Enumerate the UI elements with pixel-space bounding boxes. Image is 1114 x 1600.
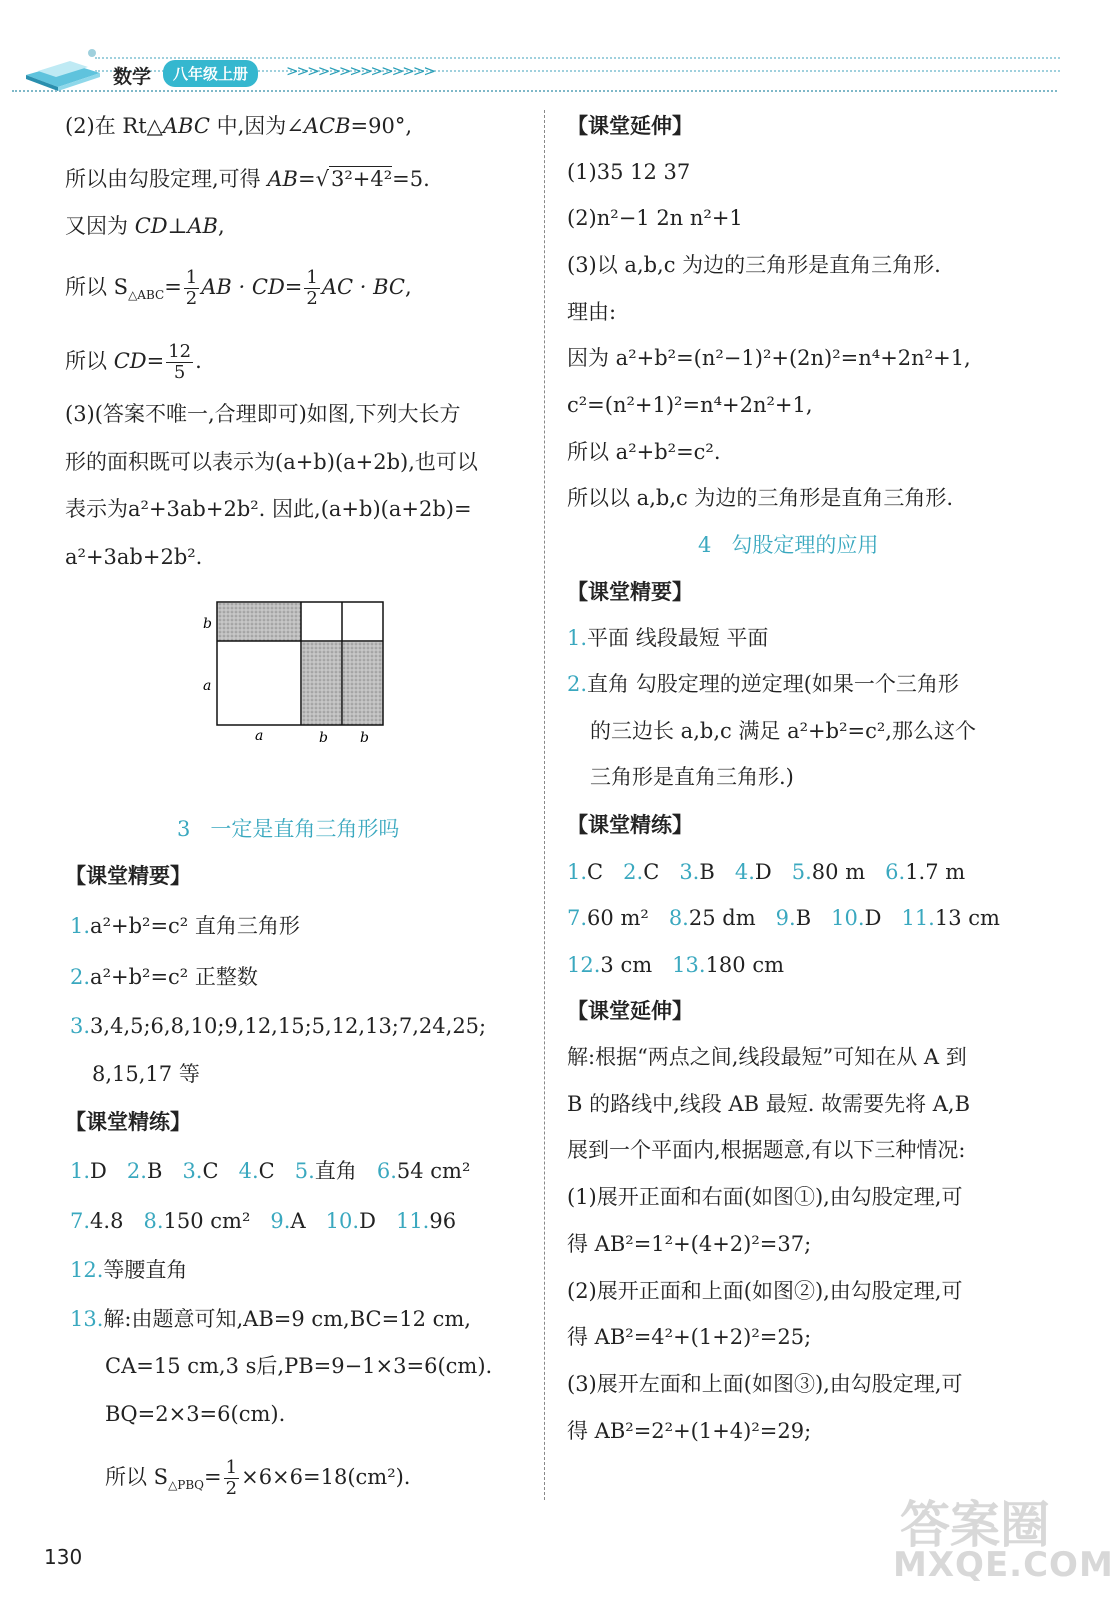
list-item: 8,15,17 等 (92, 1062, 200, 1086)
answer-line: 所以由勾股定理,可得 AB=√3²+4²=5. (65, 167, 430, 191)
answer-line: 表示为a²+3ab+2b². 因此,(a+b)(a+2b)= (65, 497, 472, 521)
answer-number: 7. (70, 1209, 91, 1233)
answer-value: 54 cm² (396, 1159, 471, 1183)
answer-value: B (146, 1159, 163, 1183)
answer-number: 4. (238, 1159, 259, 1183)
answer-line: 三角形是直角三角形.) (590, 765, 794, 789)
answer-row (70, 1207, 456, 1235)
answer-value: 1.7 m (905, 860, 966, 884)
list-item: 3.3,4,5;6,8,10;9,12,15;5,12,13;7,24,25; (70, 1014, 487, 1038)
answer-line: 所以 CD= $\frac{12}{5}$ . (65, 341, 202, 383)
answer-number: 7. (567, 906, 588, 930)
header-dotted-line (95, 57, 1060, 59)
answer-value: D (864, 906, 882, 930)
answer-value: 13 cm (934, 906, 1000, 930)
answer-line: (2)n²−1 2n n²+1 (567, 206, 743, 230)
list-item: 1.a²+b²=c² 直角三角形 (70, 914, 300, 938)
answer-value: A (290, 1209, 306, 1233)
answer-number: 11. (395, 1209, 430, 1233)
answer-line: 所以以 a,b,c 为边的三角形是直角三角形. (567, 486, 954, 510)
answer-line: (3)以 a,b,c 为边的三角形是直角三角形. (567, 253, 941, 277)
answer-number: 11. (901, 906, 935, 930)
answer-value: C (258, 1159, 275, 1183)
answer-number: 10. (831, 906, 865, 930)
answer-number: 2. (126, 1159, 147, 1183)
answer-number: 1. (567, 860, 588, 884)
section-heading: 【课堂精要】 (65, 863, 191, 888)
answer-value: D (90, 1159, 107, 1183)
answer-number: 1. (70, 1159, 91, 1183)
answer-row (567, 904, 1000, 932)
answer-value: 3 cm (600, 953, 653, 977)
answer-number: 6. (376, 1159, 397, 1183)
answer-line: CA=15 cm,3 s后,PB=9−1×3=6(cm). (105, 1354, 493, 1378)
answer-line: (2)展开正面和上面(如图②),由勾股定理,可 (567, 1279, 963, 1303)
answer-value: 60 m² (587, 906, 649, 930)
answer-value: D (359, 1209, 376, 1233)
answer-line: a²+3ab+2b². (65, 545, 203, 569)
shaded-region (302, 642, 342, 725)
answer-line: (2)在 Rt△ABC 中,因为∠ACB=90°, (65, 114, 413, 138)
shaded-region (343, 642, 383, 725)
header-grade-badge: 八年级上册 (163, 60, 258, 87)
section-heading: 【课堂精练】 (567, 812, 693, 837)
fraction: $\frac{1}{2}$ (306, 267, 318, 309)
answer-value: 直角 (314, 1159, 357, 1183)
section-heading: 【课堂精要】 (567, 579, 693, 604)
answer-value: 180 cm (705, 953, 784, 977)
section-heading: 【课堂延伸】 (567, 113, 693, 138)
answer-row (567, 951, 784, 979)
answer-value: 150 cm² (163, 1209, 251, 1233)
answer-line: 解:根据“两点之间,线段最短”可知在从 A 到 (567, 1045, 967, 1069)
answer-number: 13. (672, 953, 706, 977)
answer-value: 96 (429, 1209, 457, 1233)
answer-line: 得 AB²=1²+(4+2)²=37; (567, 1232, 812, 1256)
section-title: 3 一定是直角三角形吗 (177, 817, 400, 841)
answer-number: 4. (734, 860, 755, 884)
answer-line: B 的路线中,线段 AB 最短. 故需要先将 A,B (567, 1092, 971, 1116)
answer-value: 4.8 (90, 1209, 124, 1233)
fig-label-b: b (203, 616, 212, 632)
answer-number: 5. (294, 1159, 315, 1183)
answer-line: BQ=2×3=6(cm). (105, 1402, 286, 1426)
fraction: $\frac{1}{2}$ (185, 267, 198, 309)
area-rectangle-figure (195, 595, 395, 745)
section-title: 4 勾股定理的应用 (698, 533, 879, 557)
answer-value: C (643, 860, 660, 884)
section-heading: 【课堂精练】 (65, 1109, 191, 1134)
page-header (0, 0, 1089, 100)
answer-row (567, 858, 965, 886)
fig-label-b: b (319, 730, 328, 746)
answer-line: 得 AB²=4²+(1+2)²=25; (567, 1325, 812, 1349)
answer-line: 展到一个平面内,根据题意,有以下三种情况: (567, 1138, 966, 1162)
answer-number: 8. (668, 906, 689, 930)
answer-line: (1)展开正面和右面(如图①),由勾股定理,可 (567, 1185, 963, 1209)
list-item: 13.解:由题意可知,AB=9 cm,BC=12 cm, (70, 1307, 471, 1331)
page-number: 130 (44, 1545, 83, 1569)
watermark-url: MXQE.COM (893, 1545, 1114, 1585)
fig-label-a: a (255, 728, 264, 744)
answer-line: 形的面积既可以表示为(a+b)(a+2b),也可以 (65, 450, 478, 474)
answer-value: C (202, 1159, 219, 1183)
shaded-region (217, 603, 301, 641)
list-item: 1.平面 线段最短 平面 (567, 626, 769, 650)
header-subject: 数学 (113, 66, 152, 88)
answer-line: 所以 $S_{\triangle ABC}=$ $\frac{1}{2}$ AB · CD= $\frac{1}{2}$ AC · BC, (65, 267, 412, 309)
answer-number: 9. (775, 906, 796, 930)
answer-number: 2. (623, 860, 644, 884)
answer-line: 的三边长 a,b,c 满足 a²+b²=c²,那么这个 (590, 719, 976, 743)
fraction: $\frac{12}{5}$ (168, 341, 192, 383)
fig-label-a: a (203, 678, 212, 694)
fraction: $\frac{1}{2}$ (225, 1457, 238, 1499)
answer-line: 又因为 CD⊥AB, (65, 214, 225, 238)
answer-number: 6. (885, 860, 906, 884)
section-heading: 【课堂延伸】 (567, 998, 693, 1023)
answer-number: 3. (679, 860, 700, 884)
list-item: 2.a²+b²=c² 正整数 (70, 965, 258, 989)
list-item: 12.等腰直角 (70, 1258, 188, 1282)
answer-number: 3. (182, 1159, 203, 1183)
fig-label-b: b (360, 730, 369, 746)
answer-line: (3)展开左面和上面(如图③),由勾股定理,可 (567, 1372, 963, 1396)
answer-line: 所以 $S_{\triangle PBQ}=$ $\frac{1}{2}$ ×6×6=18(cm²). (105, 1457, 411, 1499)
answer-value: C (587, 860, 604, 884)
answer-value: D (754, 860, 772, 884)
answer-value: 25 dm (688, 906, 756, 930)
header-chevrons: >>>>>>>>>>>>>> (286, 62, 434, 80)
answer-number: 12. (567, 953, 601, 977)
answer-number: 10. (325, 1209, 360, 1233)
book-icon (18, 45, 108, 93)
answer-line: (3)(答案不唯一,合理即可)如图,下列大长方 (65, 402, 461, 426)
watermark-logo: 答案圈 (900, 1496, 1050, 1554)
column-divider (544, 110, 545, 1500)
answer-line: 理由: (567, 300, 617, 324)
answer-number: 8. (143, 1209, 164, 1233)
answer-line: (1)35 12 37 (567, 160, 691, 184)
answer-row (70, 1157, 470, 1185)
header-bottom-rule (12, 90, 1057, 92)
answer-value: B (795, 906, 812, 930)
answer-line: 因为 a²+b²=(n²−1)²+(2n)²=n⁴+2n²+1, (567, 346, 971, 370)
answer-number: 5. (791, 860, 812, 884)
answer-line: 所以 a²+b²=c². (567, 440, 721, 464)
answer-number: 9. (270, 1209, 291, 1233)
answer-line: 得 AB²=2²+(1+4)²=29; (567, 1419, 812, 1443)
answer-value: B (699, 860, 715, 884)
answer-value: 80 m (811, 860, 866, 884)
list-item: 2.直角 勾股定理的逆定理(如果一个三角形 (567, 672, 959, 696)
answer-line: c²=(n²+1)²=n⁴+2n²+1, (567, 393, 813, 417)
